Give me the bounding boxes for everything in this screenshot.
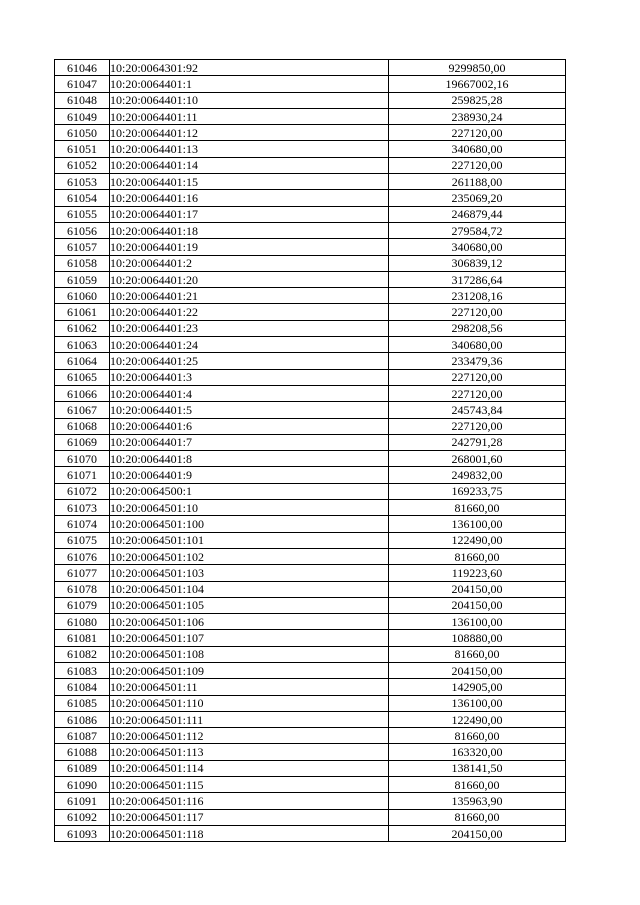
row-number-cell: 61051 [55, 141, 110, 157]
row-number-cell: 61046 [55, 60, 110, 76]
value-cell: 136100,00 [389, 516, 566, 532]
cadastral-number-cell: 10:20:0064401:2 [110, 255, 389, 271]
table-row [55, 516, 566, 532]
value-cell: 298208,56 [389, 320, 566, 336]
table-row [55, 679, 566, 695]
table-row [55, 174, 566, 190]
table-row [55, 451, 566, 467]
value-cell: 227120,00 [389, 369, 566, 385]
table-row [55, 418, 566, 434]
value-cell: 122490,00 [389, 532, 566, 548]
cadastral-number-cell: 10:20:0064501:103 [110, 565, 389, 581]
value-cell: 204150,00 [389, 581, 566, 597]
row-number-cell: 61066 [55, 385, 110, 401]
cadastral-number-cell: 10:20:0064501:101 [110, 532, 389, 548]
row-number-cell: 61065 [55, 369, 110, 385]
table-row [55, 288, 566, 304]
row-number-cell: 61073 [55, 500, 110, 516]
value-cell: 108880,00 [389, 630, 566, 646]
table-row [55, 711, 566, 727]
value-cell: 231208,16 [389, 288, 566, 304]
row-number-cell: 61070 [55, 451, 110, 467]
value-cell: 19667002,16 [389, 76, 566, 92]
row-number-cell: 61059 [55, 271, 110, 287]
row-number-cell: 61086 [55, 711, 110, 727]
cadastral-number-cell: 10:20:0064401:16 [110, 190, 389, 206]
value-cell: 136100,00 [389, 614, 566, 630]
cadastral-number-cell: 10:20:0064401:21 [110, 288, 389, 304]
cadastral-number-cell: 10:20:0064501:113 [110, 744, 389, 760]
value-cell: 122490,00 [389, 711, 566, 727]
row-number-cell: 61090 [55, 777, 110, 793]
cadastral-number-cell: 10:20:0064500:1 [110, 483, 389, 499]
value-cell: 204150,00 [389, 825, 566, 841]
value-cell: 81660,00 [389, 728, 566, 744]
value-cell: 279584,72 [389, 222, 566, 238]
cadastral-number-cell: 10:20:0064501:11 [110, 679, 389, 695]
cadastral-number-cell: 10:20:0064301:92 [110, 60, 389, 76]
table-row [55, 60, 566, 76]
value-cell: 340680,00 [389, 141, 566, 157]
value-cell: 135963,90 [389, 793, 566, 809]
value-cell: 119223,60 [389, 565, 566, 581]
table-row [55, 548, 566, 564]
cadastral-number-cell: 10:20:0064501:108 [110, 646, 389, 662]
table-body [55, 60, 566, 842]
value-cell: 249832,00 [389, 467, 566, 483]
table-row [55, 434, 566, 450]
table-row [55, 92, 566, 108]
row-number-cell: 61089 [55, 760, 110, 776]
table-row [55, 190, 566, 206]
value-cell: 340680,00 [389, 239, 566, 255]
cadastral-number-cell: 10:20:0064401:12 [110, 125, 389, 141]
cadastral-number-cell: 10:20:0064401:7 [110, 434, 389, 450]
row-number-cell: 61068 [55, 418, 110, 434]
value-cell: 233479,36 [389, 353, 566, 369]
cadastral-number-cell: 10:20:0064501:10 [110, 500, 389, 516]
row-number-cell: 61052 [55, 157, 110, 173]
cadastral-number-cell: 10:20:0064401:17 [110, 206, 389, 222]
table-row [55, 141, 566, 157]
cadastral-number-cell: 10:20:0064401:23 [110, 320, 389, 336]
row-number-cell: 61085 [55, 695, 110, 711]
table-row [55, 760, 566, 776]
row-number-cell: 61091 [55, 793, 110, 809]
table-row [55, 353, 566, 369]
row-number-cell: 61064 [55, 353, 110, 369]
row-number-cell: 61082 [55, 646, 110, 662]
row-number-cell: 61058 [55, 255, 110, 271]
table-row [55, 467, 566, 483]
table-row [55, 809, 566, 825]
cadastral-number-cell: 10:20:0064401:1 [110, 76, 389, 92]
value-cell: 81660,00 [389, 548, 566, 564]
table-row [55, 402, 566, 418]
table-row [55, 255, 566, 271]
row-number-cell: 61081 [55, 630, 110, 646]
cadastral-number-cell: 10:20:0064401:3 [110, 369, 389, 385]
cadastral-number-cell: 10:20:0064501:106 [110, 614, 389, 630]
row-number-cell: 61047 [55, 76, 110, 92]
table-row [55, 337, 566, 353]
row-number-cell: 61054 [55, 190, 110, 206]
cadastral-number-cell: 10:20:0064401:24 [110, 337, 389, 353]
value-cell: 268001,60 [389, 451, 566, 467]
value-cell: 136100,00 [389, 695, 566, 711]
value-cell: 204150,00 [389, 597, 566, 613]
row-number-cell: 61061 [55, 304, 110, 320]
table-row [55, 500, 566, 516]
row-number-cell: 61050 [55, 125, 110, 141]
table-row [55, 206, 566, 222]
table-row [55, 483, 566, 499]
table-row [55, 385, 566, 401]
value-cell: 142905,00 [389, 679, 566, 695]
value-cell: 9299850,00 [389, 60, 566, 76]
row-number-cell: 61062 [55, 320, 110, 336]
table-row [55, 222, 566, 238]
table-row [55, 125, 566, 141]
cadastral-number-cell: 10:20:0064501:115 [110, 777, 389, 793]
value-cell: 163320,00 [389, 744, 566, 760]
row-number-cell: 61079 [55, 597, 110, 613]
value-cell: 317286,64 [389, 271, 566, 287]
value-cell: 169233,75 [389, 483, 566, 499]
table-row [55, 320, 566, 336]
row-number-cell: 61072 [55, 483, 110, 499]
row-number-cell: 61078 [55, 581, 110, 597]
row-number-cell: 61074 [55, 516, 110, 532]
value-cell: 81660,00 [389, 777, 566, 793]
value-cell: 204150,00 [389, 662, 566, 678]
cadastral-number-cell: 10:20:0064401:19 [110, 239, 389, 255]
cadastral-number-cell: 10:20:0064501:116 [110, 793, 389, 809]
table-row [55, 777, 566, 793]
row-number-cell: 61084 [55, 679, 110, 695]
value-cell: 245743,84 [389, 402, 566, 418]
cadastral-number-cell: 10:20:0064401:13 [110, 141, 389, 157]
row-number-cell: 61069 [55, 434, 110, 450]
row-number-cell: 61087 [55, 728, 110, 744]
value-cell: 261188,00 [389, 174, 566, 190]
table-row [55, 239, 566, 255]
table-row [55, 744, 566, 760]
row-number-cell: 61063 [55, 337, 110, 353]
value-cell: 227120,00 [389, 418, 566, 434]
value-cell: 340680,00 [389, 337, 566, 353]
row-number-cell: 61056 [55, 222, 110, 238]
value-cell: 138141,50 [389, 760, 566, 776]
row-number-cell: 61076 [55, 548, 110, 564]
value-cell: 81660,00 [389, 646, 566, 662]
row-number-cell: 61080 [55, 614, 110, 630]
row-number-cell: 61048 [55, 92, 110, 108]
cadastral-number-cell: 10:20:0064501:105 [110, 597, 389, 613]
value-cell: 227120,00 [389, 385, 566, 401]
table-row [55, 614, 566, 630]
cadastral-number-cell: 10:20:0064501:104 [110, 581, 389, 597]
cadastral-number-cell: 10:20:0064501:102 [110, 548, 389, 564]
table-row [55, 793, 566, 809]
table-row [55, 662, 566, 678]
row-number-cell: 61093 [55, 825, 110, 841]
cadastral-number-cell: 10:20:0064401:9 [110, 467, 389, 483]
cadastral-number-cell: 10:20:0064401:22 [110, 304, 389, 320]
cadastral-number-cell: 10:20:0064501:112 [110, 728, 389, 744]
row-number-cell: 61088 [55, 744, 110, 760]
row-number-cell: 61060 [55, 288, 110, 304]
row-number-cell: 61067 [55, 402, 110, 418]
row-number-cell: 61071 [55, 467, 110, 483]
cadastral-number-cell: 10:20:0064401:4 [110, 385, 389, 401]
cadastral-number-cell: 10:20:0064401:5 [110, 402, 389, 418]
row-number-cell: 61083 [55, 662, 110, 678]
table-row [55, 728, 566, 744]
value-cell: 259825,28 [389, 92, 566, 108]
value-cell: 81660,00 [389, 500, 566, 516]
cadastral-number-cell: 10:20:0064501:109 [110, 662, 389, 678]
value-cell: 227120,00 [389, 157, 566, 173]
cadastral-number-cell: 10:20:0064401:20 [110, 271, 389, 287]
row-number-cell: 61077 [55, 565, 110, 581]
row-number-cell: 61092 [55, 809, 110, 825]
table-row [55, 825, 566, 841]
value-cell: 246879,44 [389, 206, 566, 222]
table-row [55, 369, 566, 385]
value-cell: 306839,12 [389, 255, 566, 271]
table-row [55, 271, 566, 287]
value-cell: 81660,00 [389, 809, 566, 825]
table-row [55, 304, 566, 320]
value-cell: 227120,00 [389, 304, 566, 320]
table-row [55, 597, 566, 613]
value-cell: 227120,00 [389, 125, 566, 141]
table-row [55, 157, 566, 173]
cadastral-number-cell: 10:20:0064501:100 [110, 516, 389, 532]
cadastral-number-cell: 10:20:0064401:6 [110, 418, 389, 434]
cadastral-number-cell: 10:20:0064501:107 [110, 630, 389, 646]
value-cell: 238930,24 [389, 108, 566, 124]
cadastral-value-table [54, 59, 566, 842]
row-number-cell: 61057 [55, 239, 110, 255]
table-row [55, 695, 566, 711]
table-row [55, 565, 566, 581]
table-row [55, 76, 566, 92]
table-row [55, 532, 566, 548]
cadastral-number-cell: 10:20:0064401:14 [110, 157, 389, 173]
cadastral-number-cell: 10:20:0064401:11 [110, 108, 389, 124]
row-number-cell: 61053 [55, 174, 110, 190]
row-number-cell: 61075 [55, 532, 110, 548]
cadastral-number-cell: 10:20:0064501:110 [110, 695, 389, 711]
cadastral-number-cell: 10:20:0064401:25 [110, 353, 389, 369]
cadastral-number-cell: 10:20:0064401:15 [110, 174, 389, 190]
table-row [55, 581, 566, 597]
table-row [55, 108, 566, 124]
cadastral-number-cell: 10:20:0064501:111 [110, 711, 389, 727]
value-cell: 235069,20 [389, 190, 566, 206]
cadastral-number-cell: 10:20:0064401:8 [110, 451, 389, 467]
cadastral-number-cell: 10:20:0064501:118 [110, 825, 389, 841]
row-number-cell: 61055 [55, 206, 110, 222]
cadastral-number-cell: 10:20:0064401:18 [110, 222, 389, 238]
table-row [55, 630, 566, 646]
cadastral-number-cell: 10:20:0064501:114 [110, 760, 389, 776]
cadastral-number-cell: 10:20:0064401:10 [110, 92, 389, 108]
value-cell: 242791,28 [389, 434, 566, 450]
table-row [55, 646, 566, 662]
cadastral-number-cell: 10:20:0064501:117 [110, 809, 389, 825]
row-number-cell: 61049 [55, 108, 110, 124]
